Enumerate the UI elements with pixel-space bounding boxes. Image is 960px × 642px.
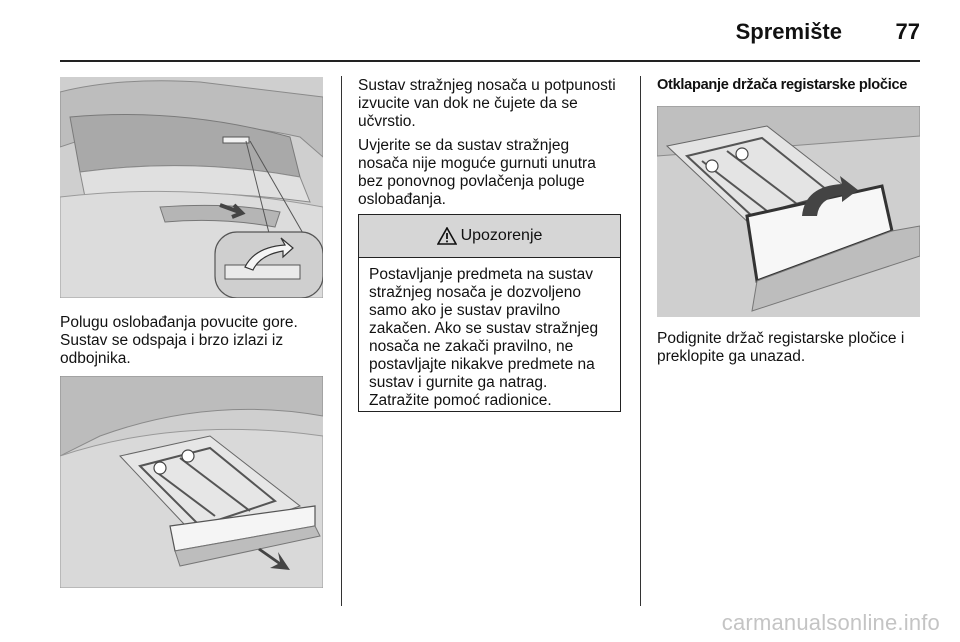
column-divider-right	[640, 76, 641, 606]
extend-paragraph: Sustav stražnjeg nosača u potpunosti izvucite van dok ne čujete da se učvrstio.	[358, 77, 616, 130]
page-number: 77	[895, 19, 920, 44]
plate-holder-heading: Otklapanje držača registarske pločice	[657, 77, 908, 93]
column-divider-left	[341, 76, 342, 606]
header-rule	[60, 60, 920, 62]
page-title: Spremište	[735, 19, 842, 44]
plate-holder-illustration	[657, 106, 920, 317]
check-paragraph: Uvjerite se da sustav stražnjeg nosača nije moguće gurnuti unutra bez ponovnog povlačenja poluge oslobađanja.	[358, 137, 596, 208]
warning-title: Upozorenje	[460, 227, 543, 244]
warning-box	[358, 214, 621, 412]
watermark: carmanualsonline.info	[721, 610, 940, 635]
warning-body: Postavljanje predmeta na sustav stražnjeg nosača je dozvoljeno samo ako je sustav pravilno zakačen. Ako se sustav stražnjeg nosača ne zakači pravilno, ne postavljajte nikakve predmete na sustav i gurnite ga natrag. Zatražite pomoć radionice.	[369, 266, 599, 409]
plate-holder-caption: Podignite držač registarske pločice i preklopite ga unazad.	[657, 330, 905, 365]
page-header	[0, 0, 960, 64]
carrier-extended-illustration	[60, 376, 323, 588]
warning-triangle-icon	[437, 227, 457, 245]
warning-header	[359, 215, 620, 258]
release-lever-illustration	[60, 77, 323, 298]
lever-caption: Polugu oslobađanja povucite gore. Sustav se odspaja i brzo izlazi iz odbojnika.	[60, 314, 298, 367]
